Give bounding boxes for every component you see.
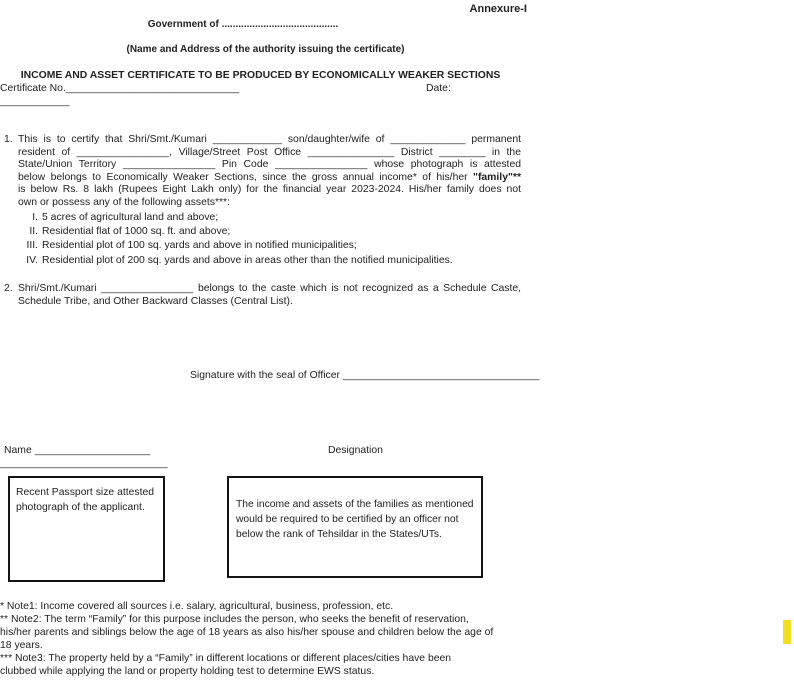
asset-item-3-text: Residential plot of 100 sq. yards and above in notified municipalities; [42,240,357,252]
clause-1-line-5: is below Rs. 8 lakh (Rupees Eight Lakh only) for the financial year 2023-2024. His/her family does not [18,184,521,196]
info-box-line-3: below the rank of Tehsildar in the States/UTs. [236,529,442,540]
annexure-label: Annexure-I [469,3,527,15]
clause-1-line-4-text: below belongs to Economically Weaker Sections, since the gross annual income* of his/her [18,171,474,183]
footnotes [0,600,545,679]
officer-signature-field: Signature with the seal of Officer __________________________________ [190,370,540,381]
name-continuation-line: _____________________________ [0,458,168,469]
date-label: Date: [426,83,451,94]
asset-item-3-numeral: III. [26,240,38,252]
note-2-line-1: ** Note2: The term “Family” for this purpose includes the person, who seeks the benefit of reservation, [0,614,469,626]
clause-2-line-2: Schedule Tribe, and Other Backward Classes (Central List). [18,295,293,307]
clause-1-number: 1. [4,134,13,145]
note-2-line-2: his/her parents and siblings below the age of 18 years as also his/her spouse and children below the age of [0,627,494,639]
name-field: Name ____________________ [4,445,151,456]
note-2-line-3: 18 years. [0,640,43,652]
tehsildar-info-box [227,476,483,578]
asset-item-4-numeral: IV. [26,254,38,266]
asset-list [18,211,521,269]
government-of-line: Government of .......................................... [147,19,339,30]
photograph-box-text-line-2: photograph of the applicant. [16,502,145,513]
clause-2-line-1: Shri/Smt./Kumari ________________ belongs to the caste which is not recognized as a Schedule Caste, [18,283,521,294]
note-3-line-2: clubbed while applying the land or property holding test to determine EWS status. [0,666,375,678]
clause-1-line-1: This is to certify that Shri/Smt./Kumari ____________ son/daughter/wife of _____________ permanent [18,134,521,145]
clause-2-body [18,283,521,308]
clause-1 [4,134,521,268]
asset-item-4 [18,254,521,268]
asset-item-2 [18,225,521,239]
clause-2-number: 2. [4,283,13,294]
asset-item-1-numeral: I. [32,211,38,223]
clause-1-line-4 [18,172,521,185]
asset-item-3 [18,239,521,253]
designation-label: Designation [328,445,383,456]
clause-1-line-3: State/Union Territory ________________ Pin Code ________________ whose photograph is attested [18,159,521,171]
asset-item-2-numeral: II. [29,225,38,237]
asset-item-1 [18,211,521,225]
clause-1-line-6: own or possess any of the following assets***: [18,196,230,208]
certificate-number-field: Certificate No.______________________________ [0,83,240,94]
clause-1-body [18,134,521,268]
note-1: * Note1: Income covered all sources i.e. salary, agricultural, business, profession, etc. [0,601,394,612]
certificate-number-continuation-line: ____________ [0,96,70,107]
certificate-title: INCOME AND ASSET CERTIFICATE TO BE PRODUCED BY ECONOMICALLY WEAKER SECTIONS [20,70,501,81]
note-3-line-1: *** Note3: The property held by a “Family” in different locations or different places/cities have been [0,653,452,665]
clause-1-line-2: resident of ________________, Village/Street Post Office _______________ District ________ in the [18,146,521,158]
asset-item-4-text: Residential plot of 200 sq. yards and above in areas other than the notified municipalities. [42,254,453,266]
photograph-box-text-line-1: Recent Passport size attested [16,487,155,498]
photograph-box [8,476,165,582]
asset-item-2-text: Residential flat of 1000 sq. ft. and above; [42,225,231,237]
info-box-line-1: The income and assets of the families as mentioned [236,499,474,510]
issuing-authority-line: (Name and Address of the authority issuing the certificate) [126,44,405,55]
family-bold-term: "family"** [473,171,521,183]
clause-2 [4,283,521,308]
info-box-line-2: would be required to be certified by an officer not [236,514,459,525]
scrollbar-highlight-marker [783,620,791,644]
asset-item-1-text: 5 acres of agricultural land and above; [42,211,219,223]
